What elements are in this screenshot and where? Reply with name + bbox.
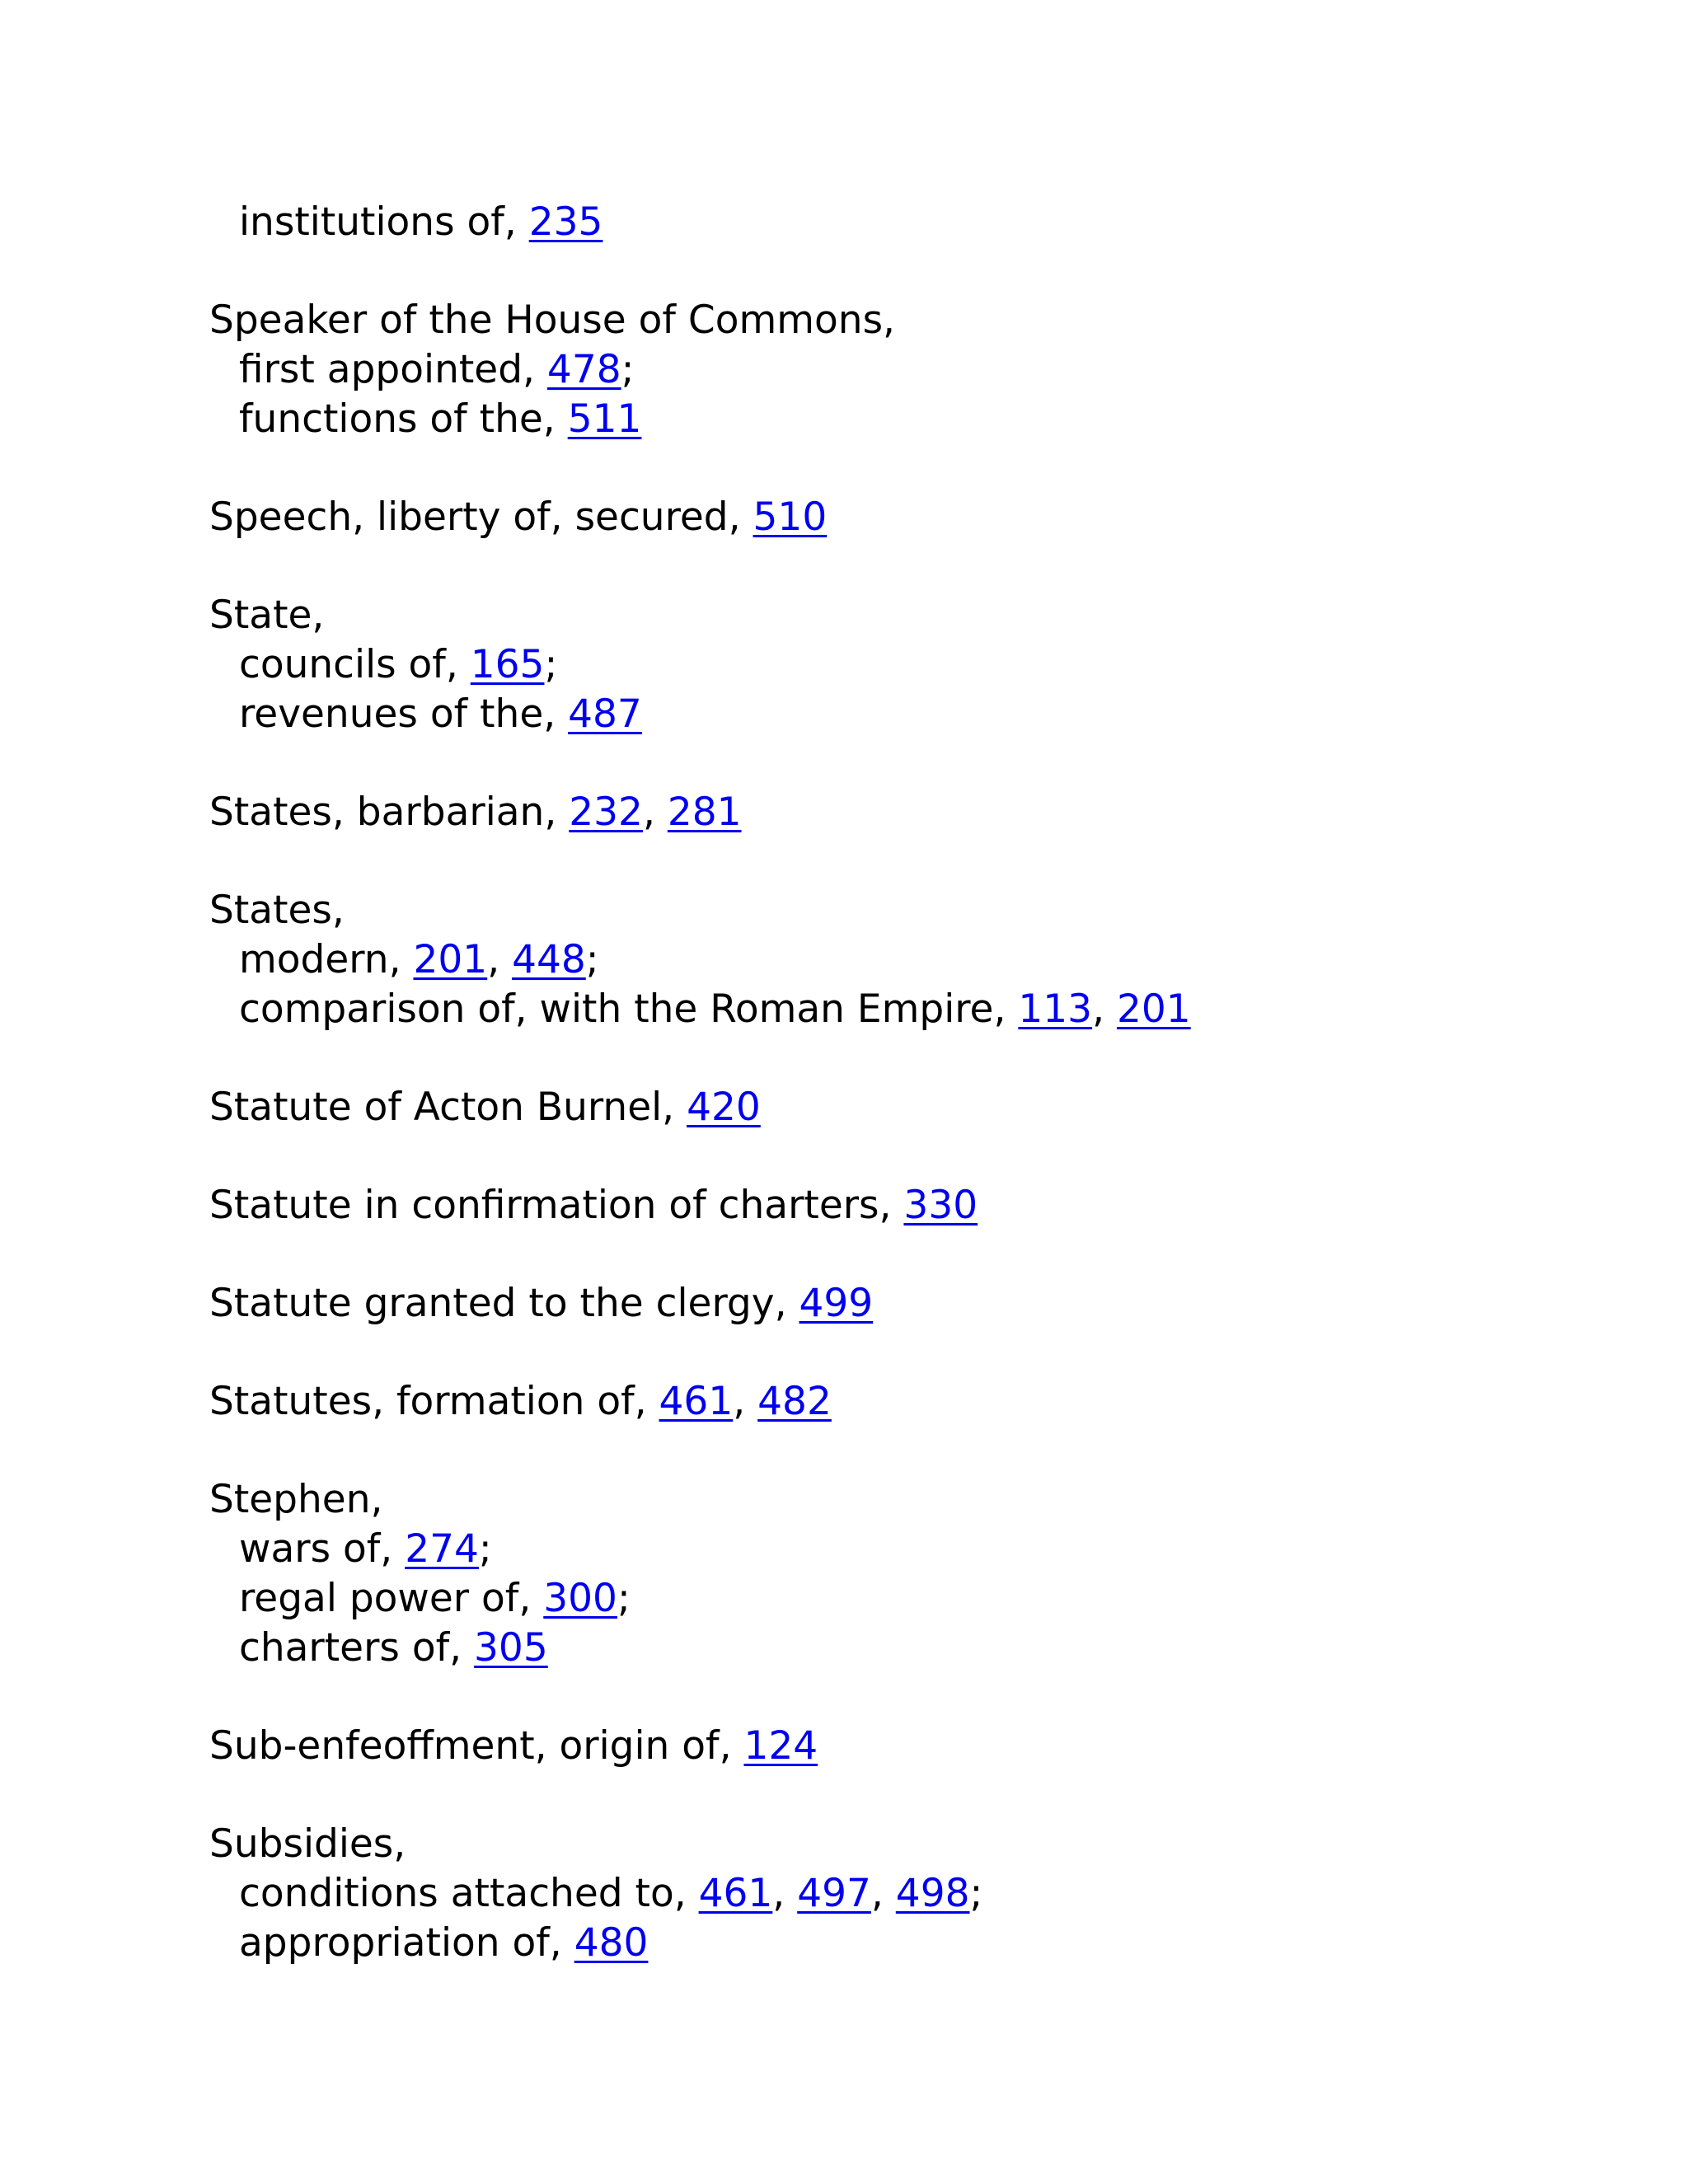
index-entry-states bbox=[209, 886, 1611, 1034]
entry-heading-line bbox=[209, 1475, 1611, 1525]
subentry-text: charters of, bbox=[239, 1625, 475, 1671]
subentry-line bbox=[209, 198, 1611, 247]
index-entry-state bbox=[209, 591, 1611, 739]
index-entry-institutions-of bbox=[209, 198, 1611, 247]
subentry-line bbox=[209, 985, 1611, 1034]
page-link-201[interactable]: 201 bbox=[413, 937, 488, 982]
page-separator: , bbox=[642, 790, 668, 835]
entry-heading: Stephen, bbox=[209, 1477, 383, 1522]
index-entry-subsidies bbox=[209, 1820, 1611, 1968]
page-separator: , bbox=[487, 937, 513, 982]
subentry-terminator: ; bbox=[617, 1576, 631, 1621]
page-link-480[interactable]: 480 bbox=[574, 1920, 649, 1966]
page-link-511[interactable]: 511 bbox=[567, 396, 642, 442]
page-link-330[interactable]: 330 bbox=[903, 1183, 978, 1228]
entry-heading: States, bbox=[209, 888, 345, 933]
entry-heading-line bbox=[209, 1722, 1611, 1771]
entry-heading-line bbox=[209, 296, 1611, 345]
page-link-232[interactable]: 232 bbox=[569, 790, 643, 835]
page-separator: , bbox=[870, 1871, 896, 1916]
subentry-terminator: ; bbox=[621, 347, 635, 392]
index-entry-speaker-of-the-house-of-commons bbox=[209, 296, 1611, 444]
subentry-line bbox=[209, 935, 1611, 985]
page-separator: , bbox=[772, 1871, 798, 1916]
index-entry-states-barbarian bbox=[209, 788, 1611, 837]
page-link-478[interactable]: 478 bbox=[546, 347, 621, 392]
entry-heading-line bbox=[209, 1820, 1611, 1869]
subentry-text: revenues of the, bbox=[239, 691, 569, 737]
subentry-terminator: ; bbox=[585, 937, 599, 982]
subentry-terminator: ; bbox=[969, 1871, 983, 1916]
page-link-300[interactable]: 300 bbox=[543, 1576, 617, 1621]
page-link-498[interactable]: 498 bbox=[895, 1871, 970, 1916]
page-link-461[interactable]: 461 bbox=[698, 1871, 773, 1916]
page-link-499[interactable]: 499 bbox=[799, 1281, 874, 1326]
entry-heading-line bbox=[209, 591, 1611, 640]
page-link-487[interactable]: 487 bbox=[568, 691, 642, 737]
page-link-235[interactable]: 235 bbox=[528, 199, 603, 245]
entry-heading-line bbox=[209, 788, 1611, 837]
subentry-line bbox=[209, 690, 1611, 739]
page-link-497[interactable]: 497 bbox=[797, 1871, 871, 1916]
page-separator: , bbox=[733, 1379, 758, 1424]
entry-heading-line bbox=[209, 1377, 1611, 1427]
subentry-text: regal power of, bbox=[239, 1576, 544, 1621]
page-link-482[interactable]: 482 bbox=[757, 1379, 832, 1424]
entry-heading-line bbox=[209, 1181, 1611, 1230]
page-link-113[interactable]: 113 bbox=[1018, 987, 1093, 1032]
subentry-text: wars of, bbox=[239, 1526, 406, 1572]
page-link-448[interactable]: 448 bbox=[512, 937, 586, 982]
index-entry-statute-granted-to-the-clergy bbox=[209, 1279, 1611, 1329]
entry-heading-line bbox=[209, 886, 1611, 935]
subentry-line bbox=[209, 345, 1611, 395]
subentry-text: comparison of, with the Roman Empire, bbox=[239, 987, 1019, 1032]
entry-heading-line bbox=[209, 493, 1611, 542]
subentry-line bbox=[209, 1574, 1611, 1624]
subentry-text: modern, bbox=[239, 937, 414, 982]
subentry-text: first appointed, bbox=[239, 347, 547, 392]
index-entry-statutes-formation-of bbox=[209, 1377, 1611, 1427]
page-link-274[interactable]: 274 bbox=[405, 1526, 479, 1572]
entry-heading: Speaker of the House of Commons, bbox=[209, 298, 896, 343]
index-entry-statute-in-confirmation-of-charters bbox=[209, 1181, 1611, 1230]
subentry-terminator: ; bbox=[544, 642, 558, 687]
page-link-305[interactable]: 305 bbox=[474, 1625, 548, 1671]
page-link-420[interactable]: 420 bbox=[687, 1085, 761, 1130]
subentry-line bbox=[209, 1919, 1611, 1968]
subentry-line bbox=[209, 1869, 1611, 1919]
subentry-text: institutions of, bbox=[239, 199, 529, 245]
page-link-281[interactable]: 281 bbox=[667, 790, 742, 835]
page-link-165[interactable]: 165 bbox=[470, 642, 545, 687]
subentry-line bbox=[209, 640, 1611, 690]
subentry-line bbox=[209, 1525, 1611, 1574]
page-link-124[interactable]: 124 bbox=[743, 1723, 818, 1769]
index-page bbox=[209, 198, 1611, 2017]
entry-heading: States, barbarian, bbox=[209, 790, 570, 835]
subentry-text: appropriation of, bbox=[239, 1920, 574, 1966]
subentry-text: functions of the, bbox=[239, 396, 568, 442]
entry-heading: Statute in confirmation of charters, bbox=[209, 1183, 904, 1228]
subentry-line bbox=[209, 1624, 1611, 1673]
entry-heading-line bbox=[209, 1083, 1611, 1132]
page-link-201[interactable]: 201 bbox=[1116, 987, 1191, 1032]
entry-heading-line bbox=[209, 1279, 1611, 1329]
subentry-line bbox=[209, 395, 1611, 444]
entry-heading: Sub-enfeoffment, origin of, bbox=[209, 1723, 744, 1769]
index-entry-sub-enfeoffment-origin-of bbox=[209, 1722, 1611, 1771]
page-link-510[interactable]: 510 bbox=[753, 494, 828, 540]
entry-heading: State, bbox=[209, 593, 325, 638]
index-entry-statute-of-acton-burnel bbox=[209, 1083, 1611, 1132]
page-link-461[interactable]: 461 bbox=[659, 1379, 734, 1424]
entry-heading: Statute of Acton Burnel, bbox=[209, 1085, 687, 1130]
entry-heading: Statutes, formation of, bbox=[209, 1379, 659, 1424]
entry-heading: Statute granted to the clergy, bbox=[209, 1281, 799, 1326]
subentry-text: councils of, bbox=[239, 642, 471, 687]
entry-heading: Subsidies, bbox=[209, 1821, 406, 1867]
subentry-text: conditions attached to, bbox=[239, 1871, 699, 1916]
entry-heading: Speech, liberty of, secured, bbox=[209, 494, 753, 540]
page-separator: , bbox=[1092, 987, 1117, 1032]
index-entry-stephen bbox=[209, 1475, 1611, 1673]
index-entry-speech-liberty-of-secured bbox=[209, 493, 1611, 542]
subentry-terminator: ; bbox=[478, 1526, 492, 1572]
